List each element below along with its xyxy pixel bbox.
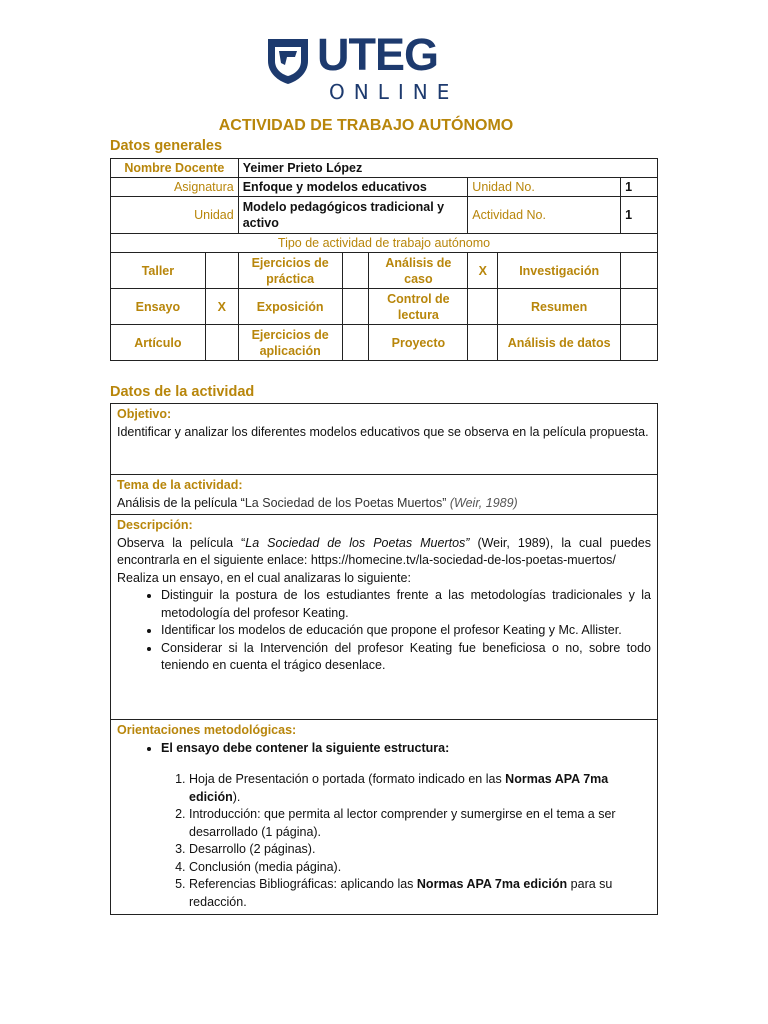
logo-sub: ONLINE — [329, 80, 459, 104]
datos-generales-heading: Datos generales — [110, 138, 223, 154]
orient-item: 3. Desarrollo (2 páginas). — [189, 841, 651, 859]
tipo-proyecto: Proyecto — [369, 325, 468, 361]
tipo-exposicion-mark — [342, 289, 369, 325]
tipo-investigacion-mark — [621, 253, 658, 289]
tema-title: La Sociedad de los Poetas Muertos” — [244, 495, 447, 510]
desc-bullet: • Considerar si la Intervención del profesor Keating fue beneficiosa o no, sobre todo teniendo en cuenta el trágico desenlace. — [161, 640, 651, 675]
orient-item: 1. Hoja de Presentación o portada (formato indicado en las Normas APA 7ma edición). — [189, 771, 651, 806]
descripcion-cell — [111, 515, 658, 720]
nombre-docente-label: Nombre Docente — [111, 159, 239, 178]
desc-prefix: Observa la película “ — [117, 535, 246, 550]
tema-prefix: Análisis de la película “ — [117, 495, 245, 510]
unidad-value: Modelo pedagógicos tradicional y activo — [238, 197, 468, 234]
logo-brand: UTEG — [317, 29, 439, 80]
unidad-no-value: 1 — [621, 178, 658, 197]
orient-item: 5. Referencias Bibliográficas: aplicando las Normas APA 7ma edición para su redacción. — [189, 876, 651, 911]
tipo-ensayo-mark: X — [205, 289, 238, 325]
tipo-proyecto-mark — [468, 325, 498, 361]
tipo-analisis-caso: Análisis de caso — [369, 253, 468, 289]
tipo-analisis-datos: Análisis de datos — [498, 325, 621, 361]
actividad-no-value: 1 — [621, 197, 658, 234]
asignatura-label: Asignatura — [111, 178, 239, 197]
tipo-control-lectura-mark — [468, 289, 498, 325]
tipo-ejercicios-aplicacion-mark — [342, 325, 369, 361]
tipo-resumen-mark — [621, 289, 658, 325]
actividad-no-label: Actividad No. — [468, 197, 621, 234]
desc-bullet: • Distinguir la postura de los estudiantes frente a las metodologías tradicionales y la metodología del profesor Keating. — [161, 587, 651, 622]
orientaciones-cell — [111, 720, 658, 915]
orient-item: 4. Conclusión (media página). — [189, 859, 651, 877]
tipo-control-lectura: Control de lectura — [369, 289, 468, 325]
descripcion-text — [117, 535, 651, 570]
descripcion-label: Descripción: — [117, 518, 193, 532]
nombre-docente-value: Yeimer Prieto López — [238, 159, 657, 178]
tipo-investigacion: Investigación — [498, 253, 621, 289]
orient-bullet: • El ensayo debe contener la siguiente estructura: — [161, 740, 651, 758]
tipo-resumen: Resumen — [498, 289, 621, 325]
uteg-logo — [265, 29, 475, 105]
objetivo-cell — [111, 404, 658, 475]
tipo-articulo: Artículo — [111, 325, 206, 361]
datos-actividad-table — [110, 403, 658, 915]
desc-title: La Sociedad de los Poetas Muertos” — [245, 535, 470, 550]
tipo-analisis-caso-mark: X — [468, 253, 498, 289]
tipo-articulo-mark — [205, 325, 238, 361]
objetivo-text: Identificar y analizar los diferentes modelos educativos que se observa en la película propuesta. — [117, 424, 649, 439]
tipo-taller: Taller — [111, 253, 206, 289]
datos-generales-table — [110, 158, 658, 361]
desc-rest: (Weir, 1989), la cual puedes encontrarla en el siguiente enlace: https://homecine.tv/la-sociedad-de-los-poetas-muertos/ — [117, 535, 651, 567]
orient-item: 2. Introducción: que permita al lector comprender y sumergirse en el tema a ser desarrollado (1 página). — [189, 806, 651, 841]
tipo-actividad-label: Tipo de actividad de trabajo autónomo — [111, 234, 658, 253]
shield-icon — [265, 35, 311, 85]
orient-ordered-list — [117, 771, 651, 911]
unidad-no-label: Unidad No. — [468, 178, 621, 197]
tema-label: Tema de la actividad: — [117, 478, 243, 492]
tema-cell — [111, 475, 658, 515]
tipo-exposicion: Exposición — [238, 289, 342, 325]
orient-bullet-list — [117, 740, 651, 758]
desc-intro: Realiza un ensayo, en el cual analizaras lo siguiente: — [117, 570, 411, 585]
tipo-taller-mark — [205, 253, 238, 289]
desc-bullet: • Identificar los modelos de educación que propone el profesor Keating y Mc. Allister. — [161, 622, 651, 640]
orientaciones-label: Orientaciones metodológicas: — [117, 723, 297, 737]
tipo-ensayo: Ensayo — [111, 289, 206, 325]
tema-text — [117, 495, 651, 513]
unidad-label: Unidad — [111, 197, 239, 234]
objetivo-label: Objetivo: — [117, 407, 172, 421]
tema-cite: (Weir, 1989) — [449, 495, 518, 510]
datos-actividad-heading: Datos de la actividad — [110, 384, 255, 400]
desc-bullet-list — [117, 587, 651, 675]
tipo-ejercicios-practica-mark — [342, 253, 369, 289]
tipo-ejercicios-practica: Ejercicios de práctica — [238, 253, 342, 289]
tipo-analisis-datos-mark — [621, 325, 658, 361]
tipo-ejercicios-aplicacion: Ejercicios de aplicación — [238, 325, 342, 361]
page-title: ACTIVIDAD DE TRABAJO AUTÓNOMO — [218, 117, 514, 134]
asignatura-value: Enfoque y modelos educativos — [238, 178, 468, 197]
